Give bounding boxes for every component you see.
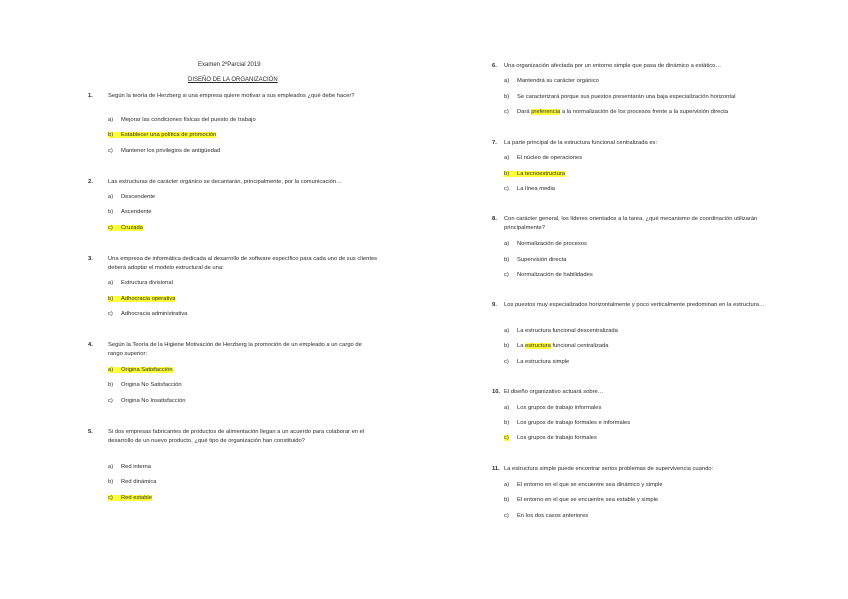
option-letter: b) bbox=[108, 209, 114, 215]
option-text: Red estable bbox=[121, 495, 152, 501]
option-letter: b) bbox=[504, 343, 510, 349]
question-text: Las estructuras de carácter orgánico se decantarán, principalmente, por la comunicación… bbox=[108, 179, 342, 185]
option-text: Normalización de procesos bbox=[517, 241, 587, 247]
option-9b bbox=[504, 342, 609, 350]
option-text-highlighted: preferencia bbox=[531, 109, 561, 115]
option-text-highlighted: estructura bbox=[525, 343, 551, 349]
option-text: Cruzada bbox=[121, 225, 143, 231]
option-text: Red dinámica bbox=[121, 479, 157, 485]
option-text-after: funcional centralizada bbox=[550, 343, 609, 349]
option-letter: b) bbox=[108, 296, 114, 302]
option-1b bbox=[108, 131, 216, 139]
option-text: Origina No Satisfacción bbox=[121, 382, 182, 388]
option-11b bbox=[504, 496, 658, 504]
option-3a bbox=[108, 279, 173, 287]
option-letter: a) bbox=[504, 405, 510, 411]
option-text: Descendente bbox=[121, 194, 156, 200]
option-text: Adhocracia administrativa bbox=[121, 311, 188, 317]
option-letter: a) bbox=[108, 280, 114, 286]
question-text: Una empresa de informática dedicada al desarrollo de software específico para cada uno de sus clientes deberá adoptar el modelo estructural de una: bbox=[108, 256, 378, 271]
option-letter-highlighted: c) bbox=[504, 435, 509, 441]
option-4a bbox=[108, 366, 173, 374]
option-text-before: La bbox=[517, 343, 526, 349]
question-text: Según la teoría de Herzberg si una empresa quiere motivar a sus empleados ¿qué debe hacer? bbox=[108, 93, 355, 99]
option-text: Supervisión directa bbox=[517, 257, 567, 263]
option-11c bbox=[504, 512, 588, 520]
exam-title: Examen 2ºParcial 2019 bbox=[198, 62, 261, 68]
option-10b bbox=[504, 419, 630, 427]
option-6a bbox=[504, 77, 599, 85]
option-text: En los dos casos anteriores bbox=[517, 513, 589, 519]
option-letter: c) bbox=[504, 109, 509, 115]
option-2c bbox=[108, 224, 143, 232]
option-text: Origina No Insatisfacción bbox=[121, 398, 186, 404]
option-4c bbox=[108, 397, 185, 405]
option-letter: b) bbox=[504, 497, 510, 503]
question-number: 4. bbox=[88, 342, 93, 348]
option-10a bbox=[504, 404, 601, 412]
option-letter: a) bbox=[504, 241, 510, 247]
question-number: 5. bbox=[88, 429, 93, 435]
option-text-after: a la normalización de los procesos frente a la supervisión directa bbox=[560, 109, 729, 115]
option-1c bbox=[108, 147, 220, 155]
option-3c bbox=[108, 310, 187, 318]
option-text: El núcleo de operaciones bbox=[517, 155, 583, 161]
option-7a bbox=[504, 154, 582, 162]
option-7b bbox=[504, 170, 565, 178]
question-number: 7. bbox=[492, 140, 497, 146]
option-letter: a) bbox=[108, 464, 114, 470]
option-9a bbox=[504, 327, 618, 335]
question-number: 9. bbox=[492, 302, 497, 308]
option-text: Se caracterizará porque sus puestos presentarán una baja especialización horizontal bbox=[517, 94, 736, 100]
option-text: Origina Satisfacción bbox=[121, 367, 173, 373]
option-letter: a) bbox=[108, 367, 114, 373]
question-text: Una organización afectada por un entorno simple que pasa de dinámico a estático… bbox=[504, 63, 722, 69]
option-text: Establecer una política de promoción bbox=[121, 132, 217, 138]
option-text: Mejorar las condiciones físicas del puesto de trabajo bbox=[121, 117, 256, 123]
option-letter: c) bbox=[108, 398, 113, 404]
option-letter: b) bbox=[504, 257, 510, 263]
option-letter: c) bbox=[108, 148, 113, 154]
option-letter: a) bbox=[504, 482, 510, 488]
option-letter: a) bbox=[108, 194, 114, 200]
question-number: 6. bbox=[492, 63, 497, 69]
option-5b bbox=[108, 478, 156, 486]
question-number: 8. bbox=[492, 216, 497, 222]
section-title: DISEÑO DE LA ORGANIZACIÓN bbox=[188, 77, 278, 83]
option-text-before: Dará bbox=[517, 109, 532, 115]
question-text: Los puestos muy especializados horizontalmente y poco verticalmente predominan en la estructura… bbox=[504, 302, 765, 308]
question-text: Según la Teoría de la Higiene Motivación de Herzberg la promoción de un empleado a un cargo de rango superior: bbox=[108, 342, 362, 357]
question-text: La parte principal de la estructura funcional centralizada es: bbox=[504, 140, 658, 146]
option-text: Estructura divisional bbox=[121, 280, 173, 286]
option-5a bbox=[108, 463, 151, 471]
question-number: 3. bbox=[88, 256, 93, 262]
question-number: 10. bbox=[492, 389, 501, 395]
question-number: 11. bbox=[492, 466, 500, 472]
option-8a bbox=[504, 240, 587, 248]
option-7c bbox=[504, 185, 555, 193]
option-letter: c) bbox=[504, 186, 509, 192]
option-letter: a) bbox=[504, 328, 510, 334]
option-text: El entorno en el que se encuentre sea estable y simple bbox=[517, 497, 659, 503]
option-text: Los grupos de trabajo informales bbox=[517, 405, 602, 411]
question-text: Con carácter general, los líderes orientados a la tarea, ¿qué mecanismo de coordinación utilizarán principalmente? bbox=[504, 216, 758, 231]
question-text: El diseño organizativo actuará sobre… bbox=[504, 389, 604, 395]
option-6c bbox=[504, 108, 728, 116]
option-text: Mantener los privilegios de antigüedad bbox=[121, 148, 221, 154]
option-4b bbox=[108, 381, 182, 389]
option-text: Normalización de habilidades bbox=[517, 272, 593, 278]
question-number: 1. bbox=[88, 93, 93, 99]
option-text: Ascendente bbox=[121, 209, 152, 215]
option-text: El entorno en el que se encuentre sea dinámico y simple bbox=[517, 482, 663, 488]
option-text: La tecnoestructura bbox=[517, 171, 566, 177]
option-9c bbox=[504, 358, 569, 366]
option-text: Mantendrá su carácter orgánico bbox=[517, 78, 599, 84]
option-letter: c) bbox=[504, 513, 509, 519]
option-letter: b) bbox=[108, 382, 114, 388]
option-letter: b) bbox=[504, 94, 510, 100]
option-letter: b) bbox=[504, 171, 510, 177]
option-2b bbox=[108, 208, 152, 216]
option-letter: b) bbox=[504, 420, 510, 426]
option-letter bbox=[504, 434, 517, 442]
option-text: La estructura funcional descentralizada bbox=[517, 328, 618, 334]
option-1a bbox=[108, 116, 256, 124]
question-text: La estructura simple puede encontrar serios problemas de supervivencia cuando: bbox=[504, 466, 714, 472]
option-8c bbox=[504, 271, 593, 279]
option-letter: c) bbox=[108, 495, 113, 501]
option-letter: c) bbox=[504, 272, 509, 278]
option-text: Red interna bbox=[121, 464, 151, 470]
option-5c bbox=[108, 494, 152, 502]
option-letter: c) bbox=[504, 359, 509, 365]
option-11a bbox=[504, 481, 663, 489]
option-letter: a) bbox=[504, 155, 510, 161]
option-text: Los grupos de trabajo formales e informales bbox=[517, 420, 631, 426]
option-10c bbox=[504, 434, 597, 442]
option-2a bbox=[108, 193, 155, 201]
option-letter: c) bbox=[108, 311, 113, 317]
option-text: La línea media bbox=[517, 186, 556, 192]
option-letter: c) bbox=[108, 225, 113, 231]
option-text: La estructura simple bbox=[517, 359, 570, 365]
question-text: Si dos empresas fabricantes de productos de alimentación llegan a un acuerdo para colaborar en el desarrollo de un nuevo producto, ¿qué tipo de organización han constituido? bbox=[108, 429, 365, 444]
option-6b bbox=[504, 93, 735, 101]
option-letter: b) bbox=[108, 132, 114, 138]
option-letter: b) bbox=[108, 479, 114, 485]
option-8b bbox=[504, 256, 566, 264]
option-letter: a) bbox=[504, 78, 510, 84]
question-number: 2. bbox=[88, 179, 93, 185]
option-text: Adhocracia operativa bbox=[121, 296, 176, 302]
option-3b bbox=[108, 295, 175, 303]
option-letter: a) bbox=[108, 117, 114, 123]
option-text: Los grupos de trabajo formales bbox=[517, 435, 597, 441]
